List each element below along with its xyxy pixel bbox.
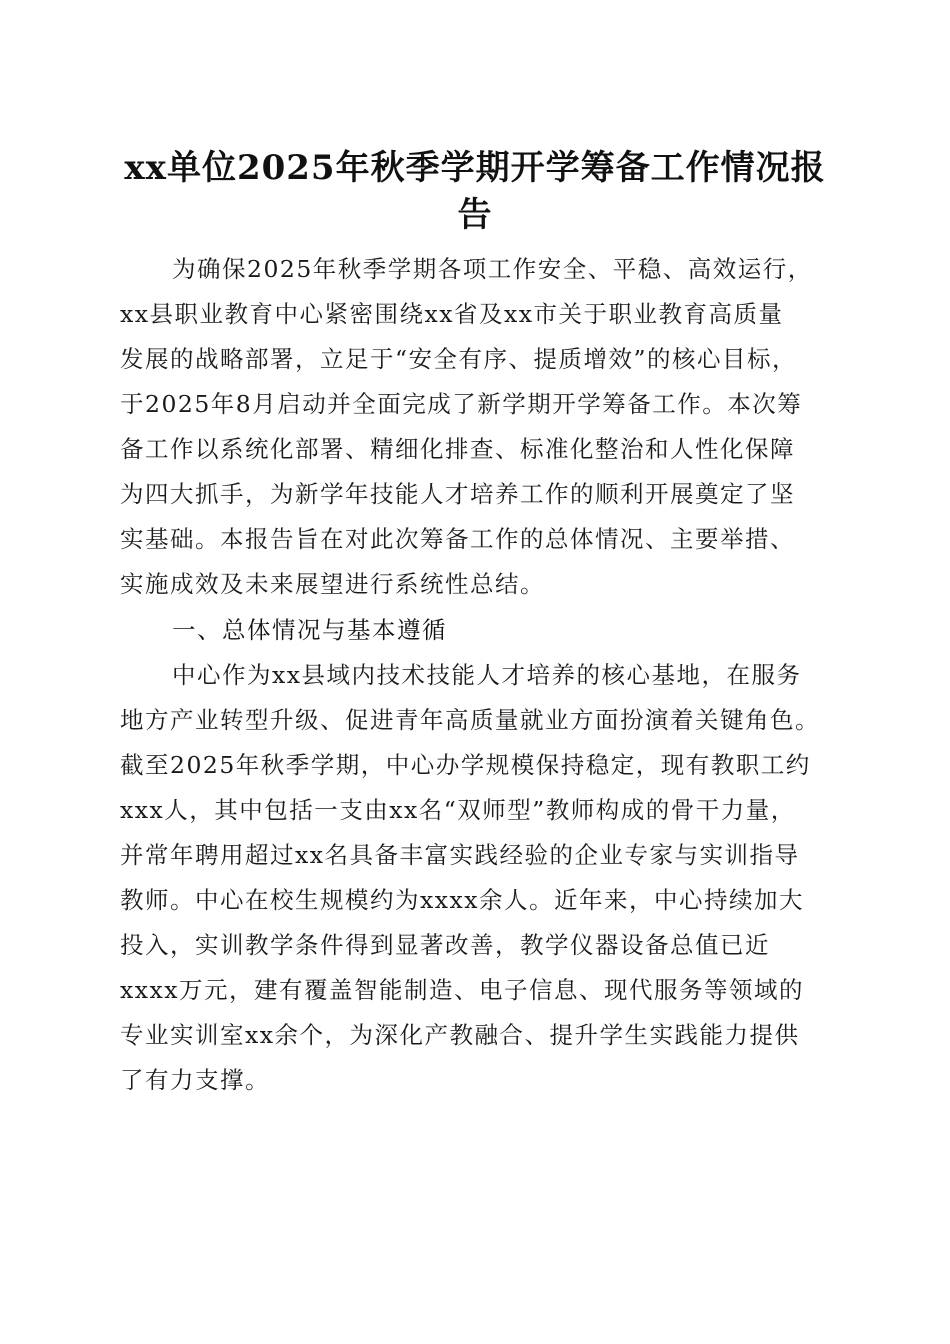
section-1-line: 专业实训室xx余个，为深化产教融合、提升学生实践能力提供 <box>120 1021 800 1049</box>
intro-line: 为确保2025年秋季学期各项工作安全、平稳、高效运行， <box>172 255 813 283</box>
section-1-line: 地方产业转型升级、促进青年高质量就业方面扮演着关键角色。 <box>120 706 820 734</box>
section-1-line: 投入，实训教学条件得到显著改善，教学仪器设备总值已近 <box>120 931 770 959</box>
section-1-heading: 一、总体情况与基本遵循 <box>172 616 447 644</box>
section-1-line: 了有力支撑。 <box>120 1066 270 1094</box>
intro-line: 为四大抓手，为新学年技能人才培养工作的顺利开展奠定了坚 <box>120 480 795 508</box>
intro-line: xx县职业教育中心紧密围绕xx省及xx市关于职业教育高质量 <box>120 300 784 328</box>
section-1-line: 中心作为xx县域内技术技能人才培养的核心基地，在服务 <box>172 661 802 689</box>
intro-line: 发展的战略部署，立足于“安全有序、提质增效”的核心目标， <box>120 345 798 373</box>
section-1-line: 截至2025年秋季学期，中心办学规模保持稳定，现有教职工约 <box>120 751 811 779</box>
section-1-line: 教师。中心在校生规模约为xxxx余人。近年来，中心持续加大 <box>120 886 805 914</box>
section-1-line: 并常年聘用超过xx名具备丰富实践经验的企业专家与实训指导 <box>120 841 800 869</box>
section-1-line: xxx人，其中包括一支由xx名“双师型”教师构成的骨干力量， <box>120 796 796 824</box>
intro-line: 于2025年8月启动并全面完成了新学期开学筹备工作。本次筹 <box>120 390 803 418</box>
section-1-line: xxxx万元，建有覆盖智能制造、电子信息、现代服务等领域的 <box>120 976 805 1004</box>
intro-line: 实施成效及未来展望进行系统性总结。 <box>120 570 545 598</box>
document-title-line-1: xx单位2025年秋季学期开学筹备工作情况报 <box>124 148 826 188</box>
intro-line: 备工作以系统化部署、精细化排查、标准化整治和人性化保障 <box>120 435 795 463</box>
intro-line: 实基础。本报告旨在对此次筹备工作的总体情况、主要举措、 <box>120 525 795 553</box>
document-title-line-2: 告 <box>457 195 493 235</box>
